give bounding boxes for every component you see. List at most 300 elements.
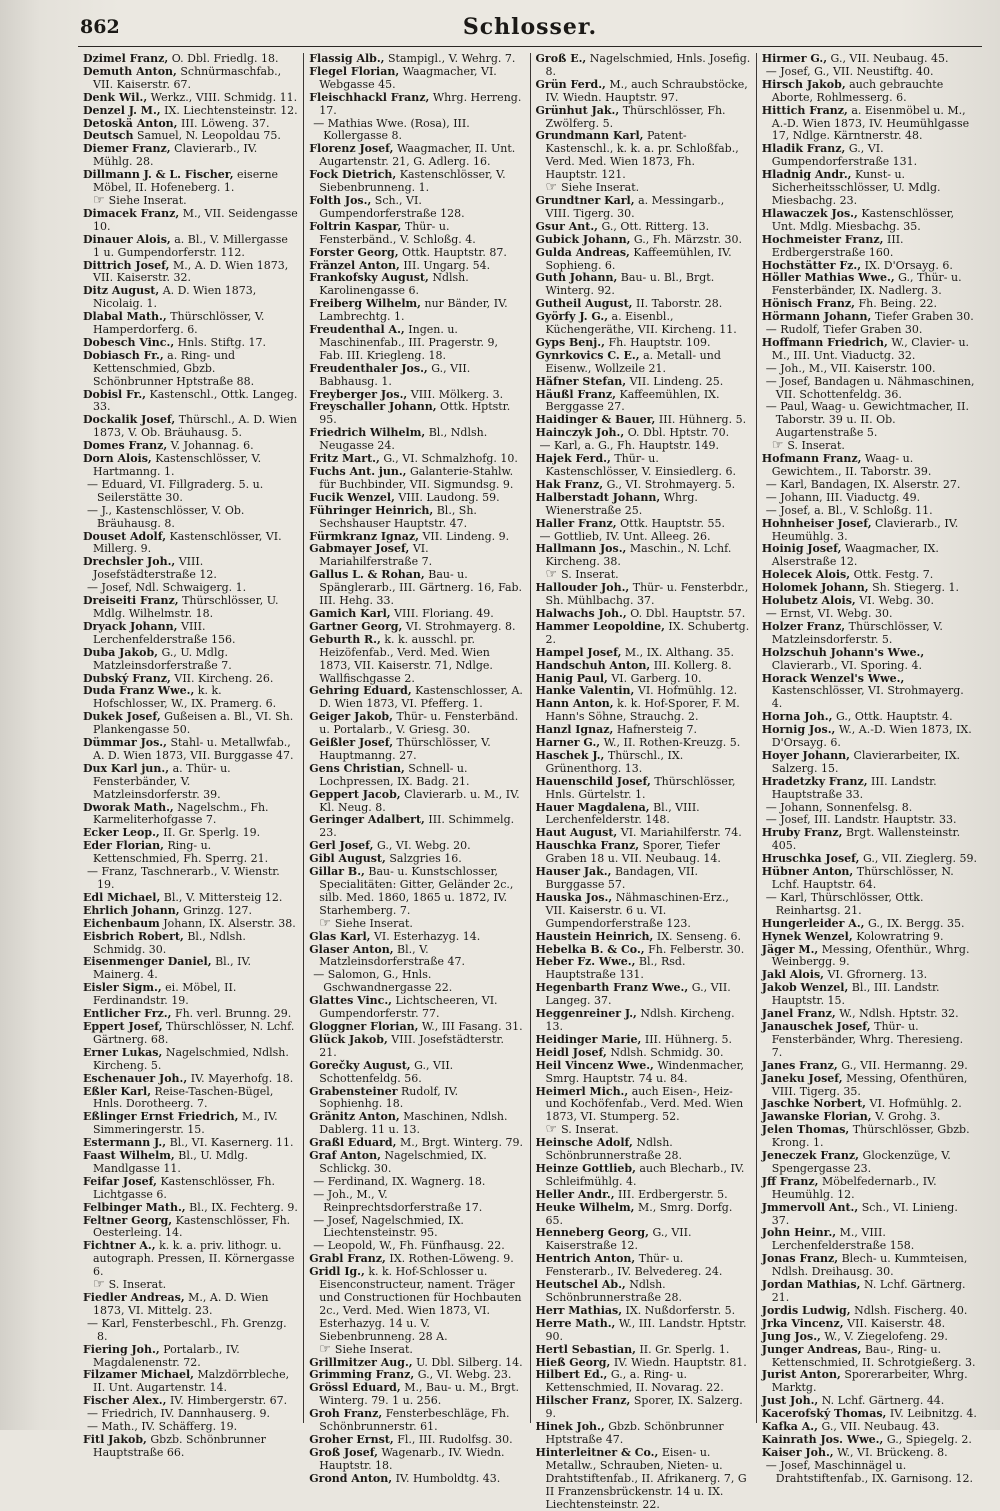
- directory-entry: [762, 1227, 977, 1253]
- entry-details: G., VII. Schottenfeldg. 56.: [319, 1058, 454, 1085]
- entry-details: Fl., III. Rudolfsg. 30.: [397, 1432, 513, 1446]
- entry-name: Hilbert Ed.,: [535, 1368, 608, 1382]
- entry-name: Freudenthaler Jos.,: [309, 361, 428, 375]
- entry-details: IX. Liechtensteinstr. 12.: [164, 103, 298, 117]
- sub-entry: [762, 401, 977, 440]
- entry-details: G., Ott. Ritterg. 13.: [601, 219, 710, 233]
- entry-name: Holecek Alois,: [761, 568, 851, 582]
- entry-name: Geringer Adalbert,: [309, 813, 425, 827]
- directory-entry: [309, 143, 524, 169]
- entry-details: Bl., Ndlsh. Schmidg. 30.: [93, 929, 246, 956]
- entry-details: Rudolf, IV. Sophienhg. 18.: [319, 1084, 459, 1111]
- entry-details: Ottk. Hptstr. 95.: [319, 400, 511, 427]
- entry-name: Fichtner A.,: [83, 1239, 156, 1253]
- entry-details: Thürschl., A. D. Wien 1873, V. Ob. Bräuhausg. 5.: [93, 413, 297, 440]
- entry-name: Heil Vincenz Wwe.,: [535, 1058, 654, 1072]
- entry-name: Gorečky August,: [309, 1058, 411, 1072]
- entry-name: Hammer Leopoldine,: [535, 619, 665, 633]
- entry-name: Dryack Johann,: [83, 619, 178, 633]
- entry-name: Häußl Franz,: [535, 387, 616, 401]
- entry-name: Guth Johann,: [535, 271, 618, 285]
- entry-name: Hentrich Anton,: [535, 1252, 636, 1266]
- directory-entry: [309, 324, 524, 363]
- entry-name: Fränzel Anton,: [309, 258, 400, 272]
- directory-entry: [83, 389, 298, 415]
- sub-entry: [83, 866, 298, 892]
- entry-details: Whrg. Herreng. 17.: [319, 90, 522, 117]
- entry-name: Grünhut Jak.,: [535, 103, 620, 117]
- directory-entry: [762, 827, 977, 853]
- directory-entry: [83, 1176, 298, 1202]
- entry-details: — Joh., M., V. Reinprechtsdorferstraße 17.: [313, 1187, 483, 1214]
- entry-details: IV. Himbergerstr. 67.: [169, 1394, 288, 1408]
- entry-details: Thür- u. Fensterbänd., V. Schloßg. 4.: [319, 219, 476, 246]
- entry-details: IX. D'Orsayg. 6.: [864, 258, 953, 272]
- entry-details: a. Eisenmöbel u. M., A.-D. Wien 1873, IV. Heumühlgasse 17, Ndlge. Kärntnerstr. 48.: [771, 103, 970, 143]
- entry-details: Blech- u. Kummteisen, Ndlsh. Dreihausg. 30.: [771, 1252, 968, 1279]
- entry-details: — Karl, Fensterbeschl., Fh. Grenzg. 8.: [87, 1316, 287, 1343]
- entry-details: M., Bau- u. M., Brgt. Winterg. 79. 1 u. 256.: [319, 1381, 520, 1408]
- entry-details: M., Brgt. Winterg. 79.: [399, 1136, 523, 1150]
- entry-details: Fensterbeschläge, Fh. Schönbrunnerstr. 61.: [319, 1407, 510, 1434]
- entry-name: Jakl Alois,: [761, 968, 824, 982]
- directory-entry: [309, 1473, 524, 1486]
- entry-name: Groh Franz,: [309, 1407, 383, 1421]
- entry-name: Gutheil August,: [535, 297, 633, 311]
- entry-name: Grössl Eduard,: [309, 1381, 401, 1395]
- entry-name: Holzer Franz,: [761, 619, 846, 633]
- directory-entry: [762, 982, 977, 1008]
- entry-name: Hladnig Andr.,: [761, 168, 852, 182]
- entry-details: ei. Möbel, II. Ferdinandstr. 19.: [93, 981, 237, 1008]
- entry-details: Fh. Being. 22.: [858, 297, 937, 311]
- entry-details: W., III Fasang. 31.: [421, 1019, 523, 1033]
- directory-entry: [83, 453, 298, 479]
- page-title: Schlosser.: [462, 14, 598, 40]
- entry-details: — Salomon, G., Hnls. Gschwandnergasse 22.: [313, 968, 453, 995]
- entry-name: Frankofsky August,: [309, 271, 429, 285]
- entry-details: Waagmacher, VI. Webgasse 45.: [319, 64, 497, 91]
- directory-entry: [309, 1150, 524, 1176]
- entry-details: III. Kollerg. 8.: [653, 658, 732, 672]
- entry-name: Hanzl Ignaz,: [535, 723, 614, 737]
- note-text: S. Inserat.: [108, 1278, 167, 1292]
- directory-entry: [536, 866, 751, 892]
- entry-details: Nagelschmied, Ndlsh. Kircheng. 5.: [93, 1045, 289, 1072]
- entry-details: Tiefer Graben 30.: [874, 310, 974, 324]
- entry-details: auch Eisen-, Heiz- und Kochöfenfab., Verd. Med. Wien 1873, VI. Stumperg. 52.: [545, 1084, 744, 1124]
- entry-details: M., A. D. Wien 1873, VI. Mittelg. 23.: [93, 1291, 269, 1317]
- entry-name: Hauenschild Josef,: [535, 774, 651, 788]
- directory-entry: [536, 840, 751, 866]
- directory-entry: [536, 1318, 751, 1344]
- directory-entry: [83, 1434, 298, 1460]
- entry-details: Bl., III. Landstr. Hauptstr. 15.: [771, 981, 940, 1008]
- directory-entry: [762, 1279, 977, 1305]
- entry-name: Jelen Thomas,: [761, 1123, 850, 1137]
- entry-name: Heinze Gottlieb,: [535, 1161, 636, 1175]
- entry-details: a. Metall- und Eisenw., Wollzeile 21.: [545, 348, 721, 375]
- page-number: 862: [80, 16, 120, 38]
- entry-details: G., Thür- u. Fensterbänder, IX. Nadlerg. 3.: [771, 271, 962, 298]
- entry-details: — Josef, Bandagen u. Nähmaschinen, VII. Schottenfeldg. 36.: [765, 374, 975, 401]
- entry-details: III. Landstr. Hauptstraße 33.: [771, 774, 937, 801]
- entry-name: Dobisl Fr.,: [83, 387, 147, 401]
- entry-name: Dubský Franz,: [83, 671, 171, 685]
- entry-details: Ndlsh. Karolinengasse 6.: [319, 271, 469, 298]
- entry-name: Dreiseiti Franz,: [83, 594, 179, 608]
- directory-entry: [536, 1008, 751, 1034]
- sub-entry: [309, 1215, 524, 1241]
- entry-details: Bau- u. Kunstschlosser, Specialitäten: Gitter, Geländer 2c., silb. Med. 1860, 1865 u. 1872, IV. Starhemberg. 7.: [319, 865, 514, 917]
- entry-details: Bl., Rsd. Hauptstraße 131.: [545, 955, 686, 982]
- entry-name: Heidinger Marie,: [535, 1032, 642, 1046]
- note-text: S. Inserat.: [787, 439, 845, 453]
- entry-details: Messing, Ofenthüren, VIII. Tigerg. 35.: [771, 1071, 968, 1098]
- directory-entry: [83, 1292, 298, 1318]
- entry-details: VI. Garberg. 10.: [611, 671, 702, 685]
- note-text: Siehe Inserat.: [334, 916, 413, 930]
- directory-entry: [536, 453, 751, 479]
- entry-details: G., U. Mdlg. Matzleinsdorferstraße 7.: [93, 645, 232, 672]
- directory-entry: [536, 1202, 751, 1228]
- sub-entry: [83, 479, 298, 505]
- directory-entry: [309, 505, 524, 531]
- entry-details: Gbzb. Schönbrunner Hauptstraße 66.: [93, 1432, 266, 1459]
- entry-name: Horna Joh.,: [761, 710, 833, 724]
- directory-entry: [309, 789, 524, 815]
- directory-entry: [762, 234, 977, 260]
- entry-details: G., VII. Langeg. 37.: [545, 981, 731, 1008]
- sub-entry: [762, 892, 977, 918]
- entry-details: Clavierarb. u. M., IV. Kl. Neug. 8.: [319, 787, 520, 814]
- directory-entry: [762, 1369, 977, 1395]
- entry-name: Hallouder Joh.,: [535, 581, 630, 595]
- entry-details: — Karl, a. G., Fh. Hauptstr. 149.: [539, 439, 719, 453]
- entry-name: Jurist Anton,: [761, 1368, 841, 1382]
- entry-details: VI. Gfrornerg. 13.: [827, 968, 928, 982]
- directory-entry: [83, 956, 298, 982]
- entry-name: Eisbrich Robert,: [83, 929, 184, 943]
- entry-details: Bl., V. Mittersteig 12.: [163, 890, 283, 904]
- entry-details: — Friedrich, IV. Dannhauserg. 9.: [87, 1407, 271, 1421]
- entry-name: Junger Andreas,: [761, 1342, 862, 1356]
- entry-name: Florenz Josef,: [309, 142, 394, 156]
- entry-name: Haustein Heinrich,: [535, 929, 654, 943]
- entry-name: Flegel Florian,: [309, 64, 400, 78]
- entry-name: Dinauer Alois,: [83, 232, 171, 246]
- entry-name: Groher Ernst,: [309, 1432, 394, 1446]
- entry-details: k. k. a. priv. lithogr. u. autograph. Pressen, II. Körnergasse 6.: [93, 1239, 295, 1279]
- entry-name: Hertl Sebastian,: [535, 1342, 636, 1356]
- entry-details: Ndlsh. Schmidg. 30.: [610, 1045, 724, 1059]
- directory-entry: [536, 350, 751, 376]
- entry-details: IV. Humboldtg. 43.: [395, 1471, 501, 1485]
- directory-entry: [762, 944, 977, 970]
- directory-entry: [536, 621, 751, 647]
- entry-details: II. Taborstr. 28.: [635, 297, 723, 311]
- entry-details: Möbelfedernarb., IV. Heumühlg. 12.: [771, 1174, 937, 1201]
- directory-entry: [83, 802, 298, 828]
- entry-details: Hafnersteig 7.: [616, 723, 698, 737]
- entry-details: G., VI. Webg. 23.: [417, 1368, 512, 1382]
- entry-name: Glattes Vinc.,: [309, 994, 393, 1008]
- entry-details: Thür- u. Fensterbänd. u. Portalarb., V. Griesg. 30.: [319, 710, 519, 737]
- entry-name: Foltrin Kaspar,: [309, 219, 402, 233]
- entry-name: Forster Georg,: [309, 245, 399, 259]
- entry-details: — Ferdinand, IX. Wagnerg. 18.: [313, 1174, 486, 1188]
- entry-name: Janeku Josef,: [761, 1071, 843, 1085]
- entry-name: Heggenreiner J.,: [535, 1007, 637, 1021]
- directory-entry: [762, 105, 977, 144]
- entry-details: k. k. Hofschlosser, W., IX. Pramerg. 6.: [93, 684, 277, 711]
- entry-details: Ottk. Festg. 7.: [853, 568, 934, 582]
- note-text: Siehe Inserat.: [334, 1342, 413, 1356]
- entry-name: Grabl Franz,: [309, 1252, 386, 1266]
- directory-entry: [83, 66, 298, 92]
- entry-details: — Josef, III. Landstr. Hauptstr. 33.: [765, 813, 957, 827]
- directory-entry: [762, 208, 977, 234]
- sub-entry: [762, 376, 977, 402]
- column-1: [78, 52, 304, 1459]
- entry-name: Drechsler Joh.,: [83, 555, 176, 569]
- entry-details: IX. Nußdorferstr. 5.: [625, 1303, 736, 1317]
- entry-details: VII. Lindeng. 9.: [422, 529, 510, 543]
- entry-details: Sporer, IX. Salzerg. 9.: [545, 1394, 743, 1421]
- entry-name: Dworak Math.,: [83, 800, 174, 814]
- entry-details: G., a. Ring- u. Kettenschmied, II. Novarag. 22.: [545, 1368, 724, 1395]
- directory-entry: [762, 1344, 977, 1370]
- entry-details: Thürschlösser, N. Lchf. Hauptstr. 64.: [771, 865, 954, 891]
- directory-entry: [536, 750, 751, 776]
- entry-name: Grün Ferd.,: [535, 77, 606, 91]
- entry-details: VIII. Laudong. 59.: [398, 490, 500, 504]
- entry-details: III. Hühnerg. 5.: [644, 1032, 733, 1046]
- column-3: [531, 52, 757, 1511]
- entry-details: Thür- u. Fensterbänder, Whrg. Theresieng. 7.: [771, 1019, 964, 1059]
- directory-entry: [536, 247, 751, 273]
- directory-entry: [762, 79, 977, 105]
- entry-name: Fock Dietrich,: [309, 168, 397, 182]
- entry-name: Ditz August,: [83, 284, 160, 298]
- entry-details: Kastenschlösser, VI. Millerg. 9.: [93, 529, 282, 556]
- entry-details: O. Dbl. Hauptstr. 57.: [630, 606, 746, 620]
- directory-entry: [762, 673, 977, 712]
- entry-name: Hittich Franz,: [761, 103, 848, 117]
- directory-entry: [83, 234, 298, 260]
- entry-details: VI. Hofmühlg. 12.: [637, 684, 738, 698]
- directory-entry: [536, 698, 751, 724]
- entry-name: Graßl Eduard,: [309, 1136, 397, 1150]
- entry-details: Hnls. Stiftg. 17.: [177, 335, 266, 349]
- directory-entry: [309, 92, 524, 118]
- entry-name: Dittrich Josef,: [83, 258, 170, 272]
- entry-details: — Josef, Nagelschmied, IX. Liechtensteinstr. 95.: [313, 1213, 464, 1240]
- entry-details: Kolowratring 9.: [856, 929, 944, 943]
- directory-entry: [762, 518, 977, 544]
- entry-name: Kainrath Jos. Wwe.,: [761, 1432, 884, 1446]
- entry-details: Bau- u. Spänglerarb., III. Gärtnerg. 16, Fab. III. Hehg. 33.: [319, 568, 523, 608]
- directory-entry: [309, 1111, 524, 1137]
- directory-entry: [83, 350, 298, 389]
- entry-details: Sh. Stiegerg. 1.: [872, 581, 960, 595]
- entry-details: Schnürmaschfab., VII. Kaiserstr. 67.: [93, 64, 282, 91]
- entry-name: Detoskä Anton,: [83, 116, 178, 130]
- entry-name: Gsur Ant.,: [535, 219, 598, 233]
- entry-details: Sporerarbeiter, Whrg. Marktg.: [771, 1368, 968, 1395]
- directory-entry: [309, 737, 524, 763]
- entry-name: Gynrkovics C. E.,: [535, 348, 640, 362]
- entry-details: Kastenschlösser, VI. Strohmayerg. 4.: [771, 684, 964, 711]
- directory-entry: [83, 169, 298, 195]
- entry-details: G., VII. Neubaug. 43.: [821, 1420, 940, 1434]
- entry-name: Jaschke Norbert,: [761, 1097, 867, 1111]
- directory-entry: [762, 621, 977, 647]
- entry-name: Hampel Josef,: [535, 645, 622, 659]
- entry-name: Hirmer G.,: [761, 52, 828, 65]
- entry-details: M., VIII. Lerchenfelderstraße 158.: [771, 1226, 915, 1253]
- directory-entry: [309, 466, 524, 492]
- entry-name: Erner Lukas,: [83, 1045, 163, 1059]
- entry-name: Faast Wilhelm,: [83, 1149, 175, 1163]
- entry-name: Hönisch Franz,: [761, 297, 855, 311]
- directory-entry: [83, 1086, 298, 1112]
- entry-details: Glockenzüge, V. Spengergasse 23.: [771, 1149, 951, 1175]
- entry-details: Eisen- u. Metallw., Schrauben, Nieten- u. Drahtstiftenfab., II. Afrikanerg. 7, G II Franzensbrückenstr. 14 u. IX. Liechtensteinstr. 22.: [545, 1445, 747, 1511]
- entry-details: Maschin., N. Lchf. Kircheng. 38.: [545, 542, 732, 569]
- entry-details: G., VII. Kaiserstraße 12.: [545, 1226, 692, 1253]
- directory-entry: [83, 763, 298, 802]
- entry-name: Hruschka Josef,: [761, 852, 860, 866]
- directory-entry: [536, 1279, 751, 1305]
- directory-entry: [536, 1421, 751, 1447]
- entry-details: III. Ungarg. 54.: [403, 258, 491, 272]
- entry-details: Ndlsh. Schönbrunnerstraße 28.: [545, 1136, 683, 1163]
- directory-entry: [536, 492, 751, 518]
- entry-name: Duba Jakob,: [83, 645, 158, 659]
- entry-details: III. Erdbergerstraße 160.: [771, 232, 904, 259]
- directory-entry: [536, 892, 751, 931]
- entry-name: Geiger Jakob,: [309, 710, 393, 724]
- directory-entry: [762, 750, 977, 776]
- entry-details: Clavierarb., VI. Sporing. 4.: [771, 658, 922, 672]
- directory-entry: [309, 866, 524, 918]
- entry-details: Patent-Kastenschl., k. k. a. pr. Schloßfab., Verd. Med. Wien 1873, Fh. Hauptstr. 121.: [545, 129, 739, 182]
- entry-details: Bau-, Ring- u. Kettenschmied, II. Schrotgießerg. 3.: [771, 1342, 976, 1369]
- entry-name: Fucik Wenzel,: [309, 490, 395, 504]
- entry-details: O. Dbl. Friedlg. 18.: [171, 52, 279, 65]
- entry-details: II. Gr. Sperlg. 1.: [639, 1342, 730, 1356]
- entry-name: Gartner Georg,: [309, 619, 403, 633]
- directory-entry: [309, 944, 524, 970]
- directory-entry: [309, 634, 524, 686]
- entry-details: Sch., VI. Linieng. 37.: [771, 1200, 958, 1227]
- entry-name: Douset Adolf,: [83, 529, 167, 543]
- entry-details: VI. Mariahilferstraße 7.: [319, 542, 433, 569]
- entry-details: VI. Hofmühlg. 2.: [869, 1097, 962, 1111]
- sub-entry: [309, 118, 524, 144]
- directory-entry: [536, 956, 751, 982]
- directory-entry: [536, 1447, 751, 1511]
- directory-entry: [83, 285, 298, 311]
- entry-details: G., IX. Bergg. 35.: [868, 916, 965, 930]
- entry-details: W., VI. Brückeng. 8.: [837, 1445, 948, 1459]
- entry-name: Heimerl Mich.,: [535, 1084, 629, 1098]
- entry-details: N. Lchf. Gärtnerg. 44.: [821, 1394, 945, 1408]
- entry-details: Kastenschlösser, Unt. Mdlg. Miesbachg. 35.: [771, 206, 955, 233]
- entry-name: Haller Franz,: [535, 516, 617, 530]
- entry-name: Eichenbaum: [83, 916, 160, 930]
- entry-details: — Math., IV. Schäfferg. 19.: [87, 1420, 238, 1434]
- entry-details: — Leopold, W., Fh. Fünfhausg. 22.: [313, 1239, 505, 1253]
- entry-details: Thürschlösser, Hnls. Gürtelstr. 1.: [545, 774, 736, 801]
- entry-details: — Franz, Taschnerarb., V. Wienstr. 19.: [87, 865, 280, 891]
- entry-details: G., VII. Neubaug. 45.: [830, 52, 949, 65]
- entry-details: Salzgries 16.: [389, 852, 462, 866]
- entry-details: Samuel, N. Leopoldau 75.: [137, 129, 281, 143]
- note-text: S. Inserat.: [561, 568, 619, 582]
- entry-details: Bl., IV. Mainerg. 4.: [93, 955, 252, 982]
- entry-name: Hornig Jos.,: [761, 723, 836, 737]
- entry-details: Thürschlösser, V. Matzleinsdorferstr. 5.: [771, 619, 943, 646]
- directory-entry: [309, 1034, 524, 1060]
- entry-name: Diemer Franz,: [83, 142, 171, 156]
- entry-details: — Josef, a. Bl., V. Schloßg. 11.: [765, 503, 933, 517]
- entry-details: Brgt. Wallensteinstr. 405.: [771, 826, 961, 853]
- directory-entry: [762, 724, 977, 750]
- entry-details: Kastenschlösser, V. Hartmanng. 1.: [93, 452, 262, 478]
- entry-name: Gallus L. & Rohan,: [309, 568, 425, 582]
- entry-name: Hoyer Johann,: [761, 748, 850, 762]
- entry-name: Henneberg Georg,: [535, 1226, 649, 1240]
- entry-details: Thürschl., IX. Grünenthorg. 13.: [545, 748, 684, 775]
- directory-entry: [83, 143, 298, 169]
- entry-name: Janauschek Josef,: [761, 1019, 871, 1033]
- entry-name: Deutsch: [83, 129, 134, 143]
- entry-name: Halberstadt Johann,: [535, 490, 661, 504]
- entry-name: Jff Franz,: [761, 1174, 819, 1188]
- entry-details: IV. Wiedn. Hauptstr. 81.: [613, 1355, 747, 1369]
- entry-name: Eßler Karl,: [83, 1084, 152, 1098]
- entry-details: Bau- u. Bl., Brgt. Winterg. 92.: [545, 271, 715, 298]
- entry-name: Hochmeister Franz,: [761, 232, 884, 246]
- directory-entry: [309, 195, 524, 221]
- entry-details: — Eduard, VI. Fillgraderg. 5. u. Seilerstätte 30.: [87, 477, 264, 504]
- entry-details: III. Schimmelg. 23.: [319, 813, 515, 840]
- directory-entry: [762, 1253, 977, 1279]
- entry-details: Lichtscheeren, VI. Gumpendorferstr. 77.: [319, 994, 498, 1021]
- directory-entry: [309, 814, 524, 840]
- column-2: [304, 52, 530, 1485]
- entry-name: Holzschuh Johann's Wwe.,: [761, 645, 925, 659]
- entry-name: Fritz Mart.,: [309, 452, 380, 466]
- directory-entry: [536, 272, 751, 298]
- entry-details: Ottk. Hauptstr. 87.: [402, 245, 507, 259]
- directory-entry: [536, 1163, 751, 1189]
- entry-name: Hanke Valentin,: [535, 684, 635, 698]
- entry-name: Holubetz Alois,: [761, 594, 856, 608]
- entry-details: Nagelschmied, Hnls. Josefig. 8.: [545, 52, 751, 78]
- entry-details: k. k. ausschl. pr. Heizöfenfab., Verd. Med. Wien 1873, VII. Kaiserstr. 71, Ndlge. Wallfischgasse 2.: [319, 632, 493, 685]
- entry-details: O. Dbl. Hptstr. 70.: [627, 426, 730, 440]
- entry-details: — Rudolf, Tiefer Graben 30.: [765, 323, 923, 337]
- entry-name: Eßlinger Ernst Friedrich,: [83, 1110, 239, 1124]
- entry-details: Waagmacher, IX. Alserstraße 12.: [771, 542, 939, 569]
- directory-entry: [536, 53, 751, 79]
- entry-name: John Heinr.,: [761, 1226, 837, 1240]
- entry-name: Groß Josef,: [309, 1445, 379, 1459]
- directory-entry: [762, 776, 977, 802]
